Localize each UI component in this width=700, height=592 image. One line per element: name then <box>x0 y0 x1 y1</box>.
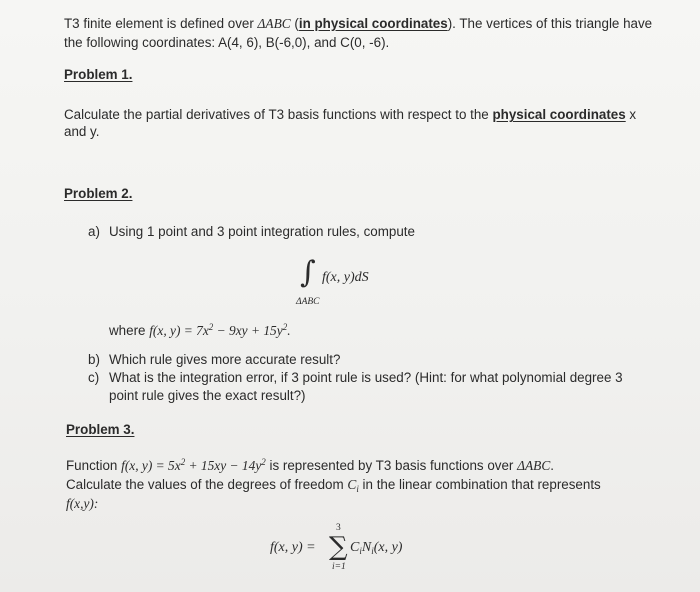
dof-symbol: C <box>347 477 357 492</box>
where-line <box>109 323 291 339</box>
sum-lhs: f(x, y) = <box>270 540 316 555</box>
intro-text: T3 finite element is defined over <box>64 16 258 31</box>
problem-3-heading: Problem 3. <box>66 422 135 437</box>
item-c-text-1: What is the integration error, if 3 point rule is used? (Hint: for what polynomial degree 3 <box>109 370 623 385</box>
integral-expression: f(x, y)dS <box>322 270 369 285</box>
sum-lower-limit: i=1 <box>332 562 346 572</box>
item-c-text-2: point rule gives the exact result?) <box>109 388 306 403</box>
function-part: f(x, y) = 5x <box>121 458 181 473</box>
item-b-label: b) <box>88 352 100 367</box>
integral-sign: ∫ <box>300 255 316 290</box>
item-a-text: Using 1 point and 3 point integration rules, compute <box>109 224 415 239</box>
sum-sign: ∑ <box>329 532 348 562</box>
intro-text: ). The vertices of this triangle have <box>447 16 653 31</box>
intro-line-2: the following coordinates: A(4, 6), B(-6,0), and C(0, -6). <box>64 35 390 50</box>
problem-2-heading: Problem 2. <box>64 186 133 201</box>
exponent: 2 <box>261 457 266 467</box>
problem-3-line-3: f(x,y): <box>66 496 99 511</box>
function-part: . <box>287 323 291 338</box>
problem-1-line-2: and y. <box>64 124 100 139</box>
where-word: where <box>109 323 150 338</box>
dof-subscript: i <box>356 484 359 494</box>
function-part: f(x, y) = 7x <box>149 323 209 338</box>
exponent: 2 <box>180 457 186 467</box>
rhs-subscript: i <box>371 546 374 556</box>
physical-coordinates-emphasis: physical coordinates <box>492 107 626 122</box>
problem-3-text: in the linear combination that represents <box>358 477 601 492</box>
problem-3-text: . <box>550 458 554 473</box>
problem-1-line-1 <box>64 107 636 122</box>
rhs-subscript: i <box>359 546 362 556</box>
where-function <box>149 323 290 338</box>
problem-3-text: is represented by T3 basis functions over <box>265 458 518 473</box>
exponent: 2 <box>208 322 214 332</box>
sum-upper-limit: 3 <box>336 523 341 533</box>
item-c-label: c) <box>88 370 100 385</box>
problem-3-line-2 <box>66 477 601 493</box>
problem-1-text: x <box>625 107 637 122</box>
problem-3-text: Function <box>66 458 122 473</box>
item-b-text: Which rule gives more accurate result? <box>109 352 341 367</box>
rhs-basis: N <box>361 540 372 555</box>
function-part: − 9xy + 15y <box>213 323 283 338</box>
problem-1-text: Calculate the partial derivatives of T3 basis functions with respect to the <box>64 107 493 122</box>
rhs-coefficient: C <box>350 540 360 555</box>
intro-line-1 <box>64 16 652 32</box>
problem-3-line-1 <box>66 458 554 474</box>
integral-domain: ΔABC <box>296 297 320 307</box>
rhs-args: (x, y) <box>373 540 403 555</box>
intro-text: ( <box>290 16 299 31</box>
triangle-symbol: ΔABC <box>517 458 551 473</box>
triangle-symbol: ΔABC <box>257 16 291 31</box>
problem-1-heading: Problem 1. <box>64 67 133 82</box>
physical-coordinates-emphasis: in physical coordinates <box>298 16 448 31</box>
sum-rhs <box>350 540 402 556</box>
problem-3-text: Calculate the values of the degrees of freedom <box>66 477 348 492</box>
item-a-label: a) <box>88 224 100 239</box>
function-part: + 15xy − 14y <box>185 458 262 473</box>
exponent: 2 <box>282 322 288 332</box>
problem-3-function <box>121 458 266 473</box>
